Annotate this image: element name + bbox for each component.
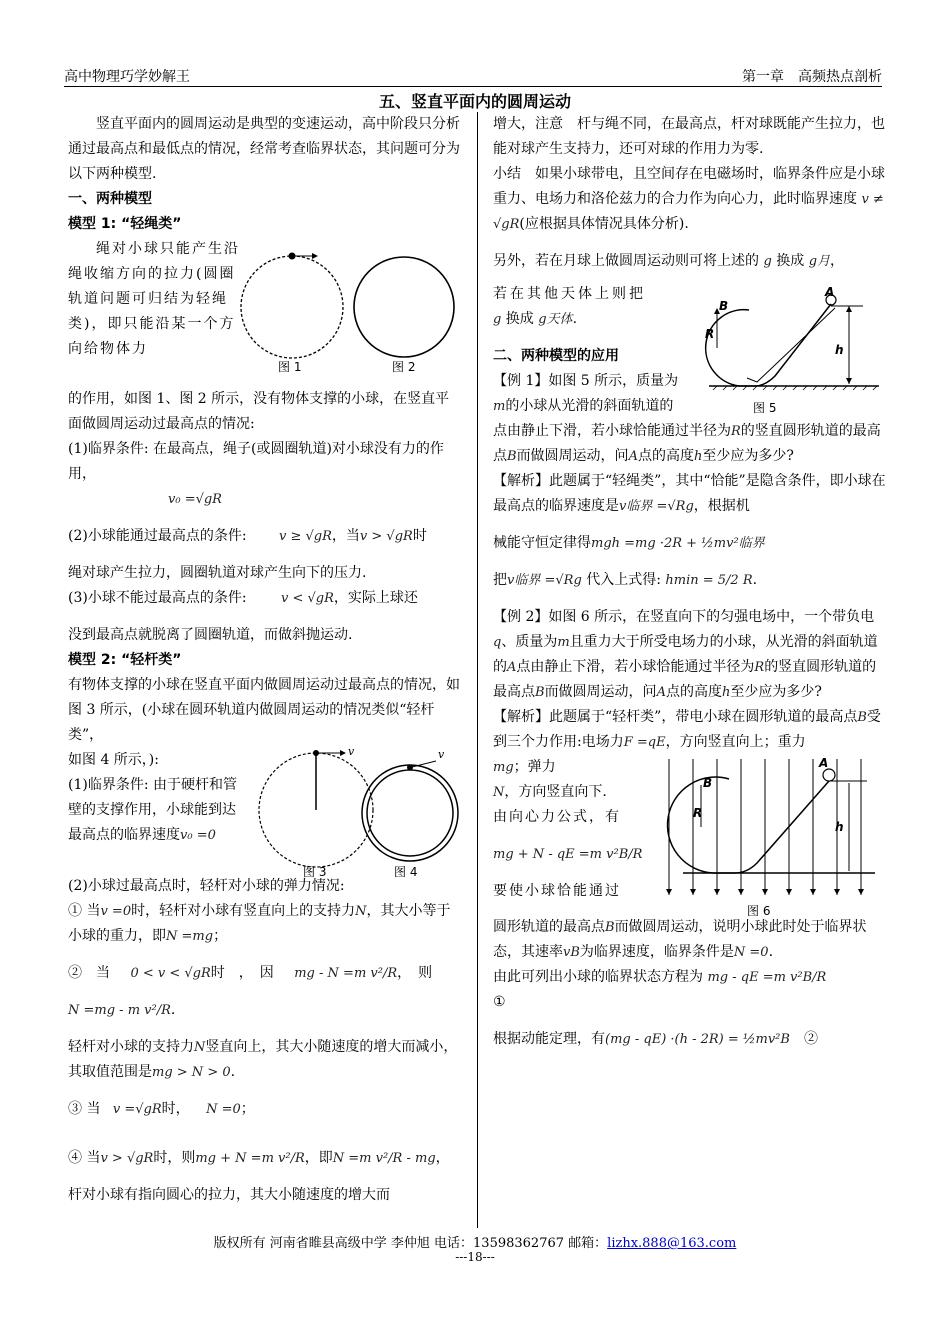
ex2-f: 而做圆周运动，问 <box>544 684 657 700</box>
m1-item2-b: 时 <box>412 528 427 544</box>
ex1-body <box>493 419 887 469</box>
sym-B-3: B <box>857 710 867 725</box>
m2-case2-eq-line: N =mg - m v²/R. <box>68 1002 176 1018</box>
ex1-f: 点的高度 <box>637 448 694 464</box>
fig5-R-label: R <box>705 327 715 341</box>
column-divider <box>477 112 478 1228</box>
eq-F-qE: F =qE <box>623 735 666 750</box>
m2-case3: ③ 当 v =√gR时， N =0； <box>68 1101 255 1117</box>
other-body-b: 换成 <box>505 311 534 327</box>
track-circle <box>354 257 454 357</box>
ex1-e: 而做圆周运动，问 <box>516 448 629 464</box>
m2-c3-a: ③ 当 <box>68 1101 101 1117</box>
m2-case1: ① 当v =0时，轻杆对小球有竖直向上的支持力N，其大小等于小球的重力，即N =mg； <box>68 903 451 944</box>
summary-text: 小结 如果小球带电，且空间存在电磁场时，临界条件应是小球重力、电场力和洛伦兹力的合力作为向心力，此时临界速度 <box>493 166 885 207</box>
figure-6 <box>653 755 887 918</box>
model1-text-cont: 的作用，如图 1、图 2 所示，没有物体支撑的小球，在竖直平面做圆周运动过最高点的情况: <box>68 391 450 432</box>
m1-item3-b: ，实际上球还 <box>333 590 418 606</box>
footer-text: 版权所有 河南省睢县高级中学 李仲旭 电话：13598362767 邮箱： <box>213 1236 608 1251</box>
sol1-b: ，根据机 <box>693 498 750 514</box>
fig6-B-label: B <box>703 776 713 790</box>
model2-block <box>68 748 460 879</box>
m2-c4-c: ，即 <box>304 1150 333 1166</box>
sol2-centripetal: 由向心力公式，有 <box>493 809 621 825</box>
sym-g: g <box>763 254 772 269</box>
eq-v-zero: v =0 <box>100 904 132 919</box>
sol2-a: 【解析】此题属于“轻杆类”，带电小球在圆形轨道的最高点 <box>493 709 858 725</box>
ex2-h: 至少应为多少? <box>730 684 822 700</box>
rod-arrow-head <box>340 750 346 756</box>
sym-q: q <box>493 635 502 650</box>
m1-item1 <box>68 437 460 487</box>
m2-c4-a: ④ 当 <box>68 1150 101 1166</box>
m1-item2-c: 绳对球产生拉力，圆圈轨道对球产生向下的压力. <box>68 565 367 581</box>
fig6-h-label: h <box>835 820 844 834</box>
ex1-a: 【例 1】如图 5 所示，质量为 <box>493 373 679 389</box>
sym-B: B <box>507 449 517 464</box>
summary-tail: (应根据具体情况具体分析). <box>519 216 689 232</box>
m1-item2 <box>68 524 460 549</box>
m2-c4-b: 时，则 <box>153 1150 196 1166</box>
m2-c3-b: 时， <box>161 1101 190 1117</box>
m2-c1-a: ① 当 <box>68 903 101 919</box>
sol2-e: ，方向竖直向下. <box>504 784 607 800</box>
ex1-c: 点由静止下滑，若小球恰能通过半径为 <box>493 423 731 439</box>
right-column <box>493 112 887 1052</box>
eq-0-lt-v-lt-sqrt-gR: 0 < v < √gR <box>130 966 211 981</box>
m2-c1-b: 时，轻杆对小球有竖直向上的支持力 <box>131 903 356 919</box>
m1-item3 <box>68 586 460 611</box>
sym-m-2: m <box>557 635 570 650</box>
rope-circles-diagram <box>240 237 460 377</box>
sol1-c: 械能守恒定律得 <box>493 535 591 551</box>
figure-1-2 <box>240 237 460 387</box>
sym-A-3: A <box>656 685 666 700</box>
fig5-label: 图 5 <box>753 401 777 415</box>
m2-c2-c: ， 则 <box>397 965 433 981</box>
model2-title: 模型 2: “轻杆类” <box>68 652 182 668</box>
ex1-b: 的小球从光滑的斜面轨道的 <box>505 398 674 414</box>
fig6-label: 图 6 <box>747 904 771 918</box>
sym-R-2: R <box>754 660 765 675</box>
ex1-g: 至少应为多少? <box>702 448 794 464</box>
sol2-g: 要使小球恰能通过 <box>493 883 621 899</box>
eq-work-energy: (mg - qE) ·(h - 2R) = ½mv²B <box>605 1032 790 1047</box>
figure-5 <box>679 282 887 415</box>
ex1-intro <box>493 369 679 419</box>
sym-B-2: B <box>535 685 545 700</box>
ex2-a: 【例 2】如图 6 所示，在竖直向下的匀强电场中，一个带负电 <box>493 609 875 625</box>
model1-block <box>68 237 460 387</box>
ex2-d: 点由静止下滑，若小球恰能通过半径为 <box>516 659 755 675</box>
fig2-label: 图 2 <box>392 360 416 374</box>
fig5-A-label: A <box>825 285 835 299</box>
sol1-paragraph <box>493 469 887 519</box>
ex1-left-text <box>493 282 679 419</box>
eq-mg-minus-N: mg - N =m v²/R <box>294 966 398 981</box>
m2-c2-a: ② 当 <box>68 965 110 981</box>
sol1-d: 把 <box>493 572 507 588</box>
m1-item1-eq-line <box>68 487 460 512</box>
sym-R: R <box>731 424 741 439</box>
model1-text: 绳对小球只能产生沿绳收缩方向的拉力(圆圈轨道问题可归结为轻绳类)，即只能沿某一个方向给物体力 <box>68 241 240 357</box>
sol2-d: ；弹力 <box>513 759 556 775</box>
eq-v-ge-sqrt-gR: v ≥ √gR <box>279 529 332 544</box>
sol2-energy <box>493 1027 887 1052</box>
page-number: ---18--- <box>455 1250 495 1264</box>
eq-v-gt-sqrt-gR-2: v > √gR <box>100 1151 154 1166</box>
header-left: 高中物理巧学妙解王 <box>64 69 190 85</box>
sol2-eq-line <box>493 842 653 867</box>
m1-item3-c: 没到最高点就脱离了圆圈轨道，而做斜抛运动. <box>68 627 353 643</box>
sol2-i: 而做圆周运动，说明小球此时处于临界状态，其速率 <box>493 919 867 960</box>
ex2-paragraph <box>493 605 887 705</box>
eq-N-mg: N =mg <box>166 929 214 944</box>
h-arrow-up <box>846 306 852 312</box>
sym-m: m <box>493 399 506 414</box>
sol2-state-eq <box>493 965 887 990</box>
right-p1: 增大，注意 杆与绳不同，在最高点，杆对球既能产生拉力，也能对球产生支持力，还可对球的作用力为零. <box>493 116 885 157</box>
eq-critical-state: mg - qE =m v²B/R <box>707 970 827 985</box>
fig4-label: 图 4 <box>394 865 418 879</box>
sol1-e: 代入上式得: <box>586 572 661 588</box>
sym-h: h <box>693 449 703 464</box>
sol2-h: 圆形轨道的最高点 <box>493 919 605 935</box>
sym-A-2: A <box>507 660 517 675</box>
eq-v-critical: v临界 =√Rg <box>619 499 694 514</box>
m1-item2-mid: ，当 <box>331 528 360 544</box>
figure-3-4 <box>248 748 460 879</box>
eq-range: mg > N > 0 <box>152 1065 231 1080</box>
sol2-mark1: ① <box>493 994 506 1010</box>
eq-v-lt-sqrt-gR: v < √gR <box>281 591 334 606</box>
sym-h-2: h <box>721 685 731 700</box>
ex2-left-text <box>493 755 653 915</box>
eq-v0-sqrt-gR: v₀ =√gR <box>168 492 222 507</box>
sym-vB: vB <box>563 945 580 960</box>
eq-v-ne-sqrt-gR: v ≠ √gR <box>493 192 884 232</box>
sym-g-2: g <box>493 312 502 327</box>
eq-N-zero-2: N =0 <box>733 945 769 960</box>
eq-mg-plus-N: mg + N =m v²/R <box>195 1151 305 1166</box>
field-arrows <box>666 889 864 895</box>
model2-text: 有物体支撑的小球在竖直平面内做圆周运动过最高点的情况，如图 3 所示，(小球在圆环轨道内做圆周运动的情况类似“轻杆类”， <box>68 677 460 743</box>
ex2-e: 的竖直圆形轨道的最高点 <box>493 659 877 700</box>
eq-h-min: hmin = 5/2 R <box>665 573 753 588</box>
header-right: 第一章 高频热点剖析 <box>742 69 882 85</box>
section-applications: 二、两种模型的应用 <box>493 348 619 364</box>
moon-text-b: 换成 <box>776 253 805 269</box>
h-arrow-down <box>846 378 852 384</box>
other-body-eq: g 换成 g天体. <box>493 311 578 327</box>
tube-outer <box>362 765 458 861</box>
fig6-A-label: A <box>819 756 829 770</box>
section-two-models: 一、两种模型 <box>68 191 152 207</box>
page-title: 五、竖直平面内的圆周运动 <box>378 92 571 111</box>
model2-text-b: 如图 4 所示，): <box>68 752 159 768</box>
ex2-b: 、质量为 <box>501 634 558 650</box>
m2-c2-d: 轻杆对小球的支持力 <box>68 1039 194 1055</box>
summary-paragraph <box>493 162 887 237</box>
m2-item1-text: (1)临界条件: 由于硬杆和管壁的支撑作用，小球能到达最高点的临界速度 <box>68 777 237 843</box>
m2-c1-c: ，其大小等于小球的重力，即 <box>68 903 451 944</box>
eq-v-critical-2: v临界 =√Rg <box>507 573 582 588</box>
field-loop-diagram <box>653 755 887 901</box>
eq-mg: mg <box>493 760 514 775</box>
sym-g-body: g天体 <box>538 312 573 327</box>
tube-v-label: v <box>438 748 445 761</box>
other-body-text: 若在其他天体上则把 <box>493 286 646 302</box>
ex2-g: 点的高度 <box>665 684 722 700</box>
m1-item2-a: (2)小球能通过最高点的条件: <box>68 528 247 544</box>
ex1-block <box>493 282 887 419</box>
header-rule <box>64 86 882 87</box>
ramp-inner <box>747 308 835 382</box>
ex2-c: 且重力大于所受电场力的小球，从光滑的斜面轨道的 <box>493 634 878 675</box>
fig3-label: 图 3 <box>303 865 327 879</box>
m2-item2: (2)小球过最高点时，轻杆对小球的弹力情况: <box>68 878 345 894</box>
intro-paragraph: 竖直平面内的圆周运动是典型的变速运动，高中阶段只分析通过最高点和最低点的情况，经常考查临界状态，其问题可分为以下两种模型. <box>68 116 460 182</box>
sol2-N-dir <box>493 780 653 805</box>
sol2-c: ，方向竖直向上；重力 <box>665 734 806 750</box>
m1-item3-a: (3)小球不能过最高点的条件: <box>68 590 247 606</box>
ex2-block <box>493 755 887 918</box>
rope-circle-dashed <box>241 256 343 358</box>
fig6-R-label: R <box>693 806 703 820</box>
ramp-line <box>739 304 831 386</box>
m2-c2-e: 竖直向上，其大小随速度的增大而减小，其取值范围是 <box>68 1039 458 1080</box>
ex1-d: 的竖直圆形轨道的最高点 <box>493 423 881 464</box>
model1-title: 模型 1: “轻绳类” <box>68 216 182 232</box>
fig1-label: 图 1 <box>278 360 302 374</box>
eq-N-expression: N =mg - m v²/R <box>68 1003 171 1018</box>
m2-case4-text: 杆对小球有指向圆心的拉力，其大小随速度的增大而 <box>68 1187 390 1203</box>
sym-A: A <box>628 449 638 464</box>
m2-c2-b: 时 ， 因 <box>210 965 274 981</box>
moon-paragraph: 另外，若在月球上做圆周运动则可将上述的 g 换成 g月， <box>493 253 845 269</box>
eq-v0-zero: v₀ =0 <box>180 828 216 843</box>
sym-g-moon: g月 <box>808 254 831 269</box>
sol2-k: 由此可列出小球的临界状态方程为 <box>493 969 703 985</box>
m2-item1 <box>68 773 248 848</box>
sym-B-4: B <box>605 920 615 935</box>
left-column <box>68 112 460 1208</box>
sol1-a: 【解析】此题属于“轻绳类”，其中“恰能”是隐含条件，即小球在最高点的临界速度是 <box>493 473 886 514</box>
sym-N: N <box>355 904 367 919</box>
fig5-B-label: B <box>719 299 729 313</box>
eq-centripetal: mg + N - qE =m v²B/R <box>493 847 643 862</box>
eq-N-pull: N =m v²/R - mg <box>332 1151 436 1166</box>
sol2-mark2: ② <box>803 1031 818 1047</box>
m2-case4: ④ 当v > √gR时，则mg + N =m v²/R，即N =m v²/R - mg， <box>68 1150 450 1166</box>
sol1-energy <box>493 531 887 556</box>
footer-email-link[interactable]: lizhx.888@163.com <box>607 1236 737 1251</box>
tube-inner <box>367 770 453 856</box>
moon-text: 另外，若在月球上做圆周运动则可将上述的 <box>493 253 759 269</box>
sym-N-2: N <box>194 1040 206 1055</box>
footer <box>0 1232 950 1251</box>
m2-case2 <box>68 961 460 986</box>
sym-N-3: N <box>493 785 505 800</box>
eq-energy-conservation: mgh =mg ·2R + ½mv²临界 <box>591 536 765 551</box>
sol2-j: 为临界速度，临界条件是 <box>579 944 734 960</box>
sol2-b: 受到三个力作用:电场力 <box>493 709 881 750</box>
sol2-critical: 圆形轨道的最高点B而做圆周运动，说明小球此时处于临界状态，其速率vB为临界速度，临界条件是N =0. <box>493 919 867 960</box>
model2-left-text <box>68 748 248 874</box>
rod-circles-diagram <box>248 748 460 874</box>
m1-item1-text: (1)临界条件: 在最高点，绳子(或圆圈轨道)对小球没有力的作用， <box>68 441 444 482</box>
sol2-m: 根据动能定理，有 <box>493 1031 605 1047</box>
arrow-head <box>312 253 318 259</box>
eq-v-eq-sqrt-gR: v =√gR <box>112 1102 162 1117</box>
eq-v-gt-sqrt-gR: v > √gR <box>359 529 413 544</box>
sol2-intro <box>493 705 887 755</box>
m2-case2-text: 轻杆对小球的支持力N竖直向上，其大小随速度的增大而减小，其取值范围是mg > N > 0. <box>68 1039 458 1080</box>
rod-v-label: v <box>348 748 355 758</box>
fig5-h-label: h <box>835 343 844 357</box>
sol2-forces <box>493 755 653 780</box>
eq-N-zero: N =0 <box>206 1102 241 1117</box>
fig6-ramp <box>713 781 829 873</box>
sol1-result: 把v临界 =√Rg 代入上式得: hmin = 5/2 R. <box>493 572 758 588</box>
